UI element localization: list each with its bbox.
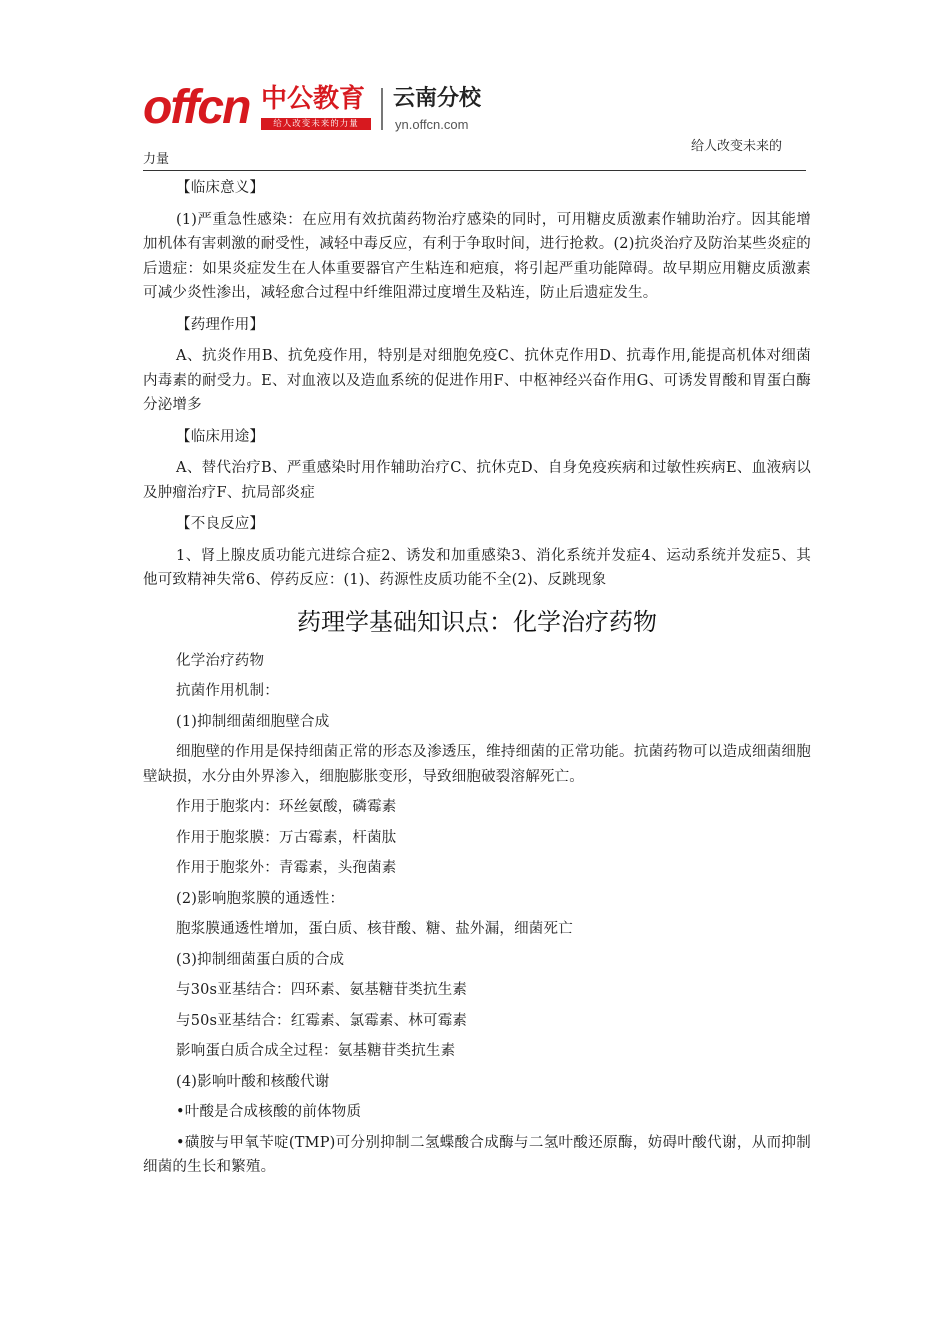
header-rule — [143, 170, 806, 171]
logo-divider — [381, 88, 383, 130]
body-line: 抗菌作用机制： — [176, 683, 279, 699]
offcn-logo-chinese: 中公教育 — [261, 84, 366, 114]
body-line: 作用于胞浆外：青霉素，头孢菌素 — [176, 860, 397, 876]
paragraph: 1、肾上腺皮质功能亢进综合症2、诱发和加重感染3、消化系统并发症4、运动系统并发症5、其他可致精神失常6、停药反应：(1)、药源性皮质功能不全(2)、反跳现象 — [143, 547, 811, 588]
body-line: 胞浆膜通透性增加，蛋白质、核苷酸、糖、盐外漏，细菌死亡 — [176, 921, 573, 937]
article-title: 药理学基础知识点：化学治疗药物 — [297, 607, 657, 636]
paragraph: (1)严重急性感染：在应用有效抗菌药物治疗感染的同时，可用糖皮质激素作辅助治疗。因其能增加机体有害刺激的耐受性，减轻中毒反应，有利于争取时间，进行抢救。(2)抗炎治疗及防治某些炎症的后遗症：如果炎症发生在人体重要器官产生粘连和疤痕，将引起严重功能障碍。故早期应用糖皮质激素可减少炎性渗出，减轻愈合过程中纤维阻滞过度增生及粘连，防止后遗症发生。 — [143, 211, 811, 301]
body-line: •磺胺与甲氧苄啶(TMP)可分别抑制二氢蝶酸合成酶与二氢叶酸还原酶，妨碍叶酸代谢，从而抑制细菌的生长和繁殖。 — [143, 1134, 811, 1175]
document-body — [143, 176, 811, 1186]
body-line: 作用于胞浆膜：万古霉素，杆菌肽 — [176, 829, 397, 846]
section-heading: 【临床意义】 — [176, 180, 265, 196]
body-line: (2)影响胞浆膜的通透性： — [176, 890, 345, 907]
body-line: •叶酸是合成核酸的前体物质 — [176, 1104, 362, 1120]
section-heading: 【药理作用】 — [176, 316, 265, 333]
paragraph: A、抗炎作用B、抗免疫作用，特别是对细胞免疫C、抗休克作用D、抗毒作用,能提高机体对细菌内毒素的耐受力。E、对血液以及造血系统的促进作用F、中枢神经兴奋作用G、可诱发胃酸和胃蛋白酶分泌增多 — [143, 348, 811, 413]
body-line: 化学治疗药物 — [176, 652, 265, 669]
body-line: 与50s亚基结合：红霉素、氯霉素、林可霉素 — [176, 1012, 468, 1029]
offcn-logo: offcn — [143, 81, 250, 134]
page-header — [143, 78, 806, 172]
body-line: 作用于胞浆内：环丝氨酸，磷霉素 — [176, 799, 397, 815]
body-line: (3)抑制细菌蛋白质的合成 — [176, 951, 345, 968]
body-line: 影响蛋白质合成全过程：氨基糖苷类抗生素 — [176, 1043, 456, 1059]
paragraph: A、替代治疗B、严重感染时用作辅助治疗C、抗休克D、自身免疫疾病和过敏性疾病E、血液病以及肿瘤治疗F、抗局部炎症 — [143, 460, 811, 501]
section-heading: 【临床用途】 — [176, 428, 265, 445]
body-line: 与30s亚基结合：四环素、氨基糖苷类抗生素 — [176, 982, 468, 998]
branch-url: yn.offcn.com — [395, 117, 469, 132]
body-line: (4)影响叶酸和核酸代谢 — [176, 1073, 330, 1090]
section-heading: 【不良反应】 — [176, 516, 265, 532]
logo-slogan-bar: 给人改变未来的力量 — [261, 118, 371, 130]
branch-name: 云南分校 — [393, 86, 482, 111]
body-line: (1)抑制细菌细胞壁合成 — [176, 713, 330, 730]
header-slogan-wrap: 力量 — [143, 152, 170, 167]
body-line: 细胞壁的作用是保持细菌正常的形态及渗透压，维持细菌的正常功能。抗菌药物可以造成细菌细胞壁缺损，水分由外界渗入，细胞膨胀变形，导致细胞破裂溶解死亡。 — [143, 744, 811, 785]
header-slogan: 给人改变未来的 — [691, 139, 783, 154]
